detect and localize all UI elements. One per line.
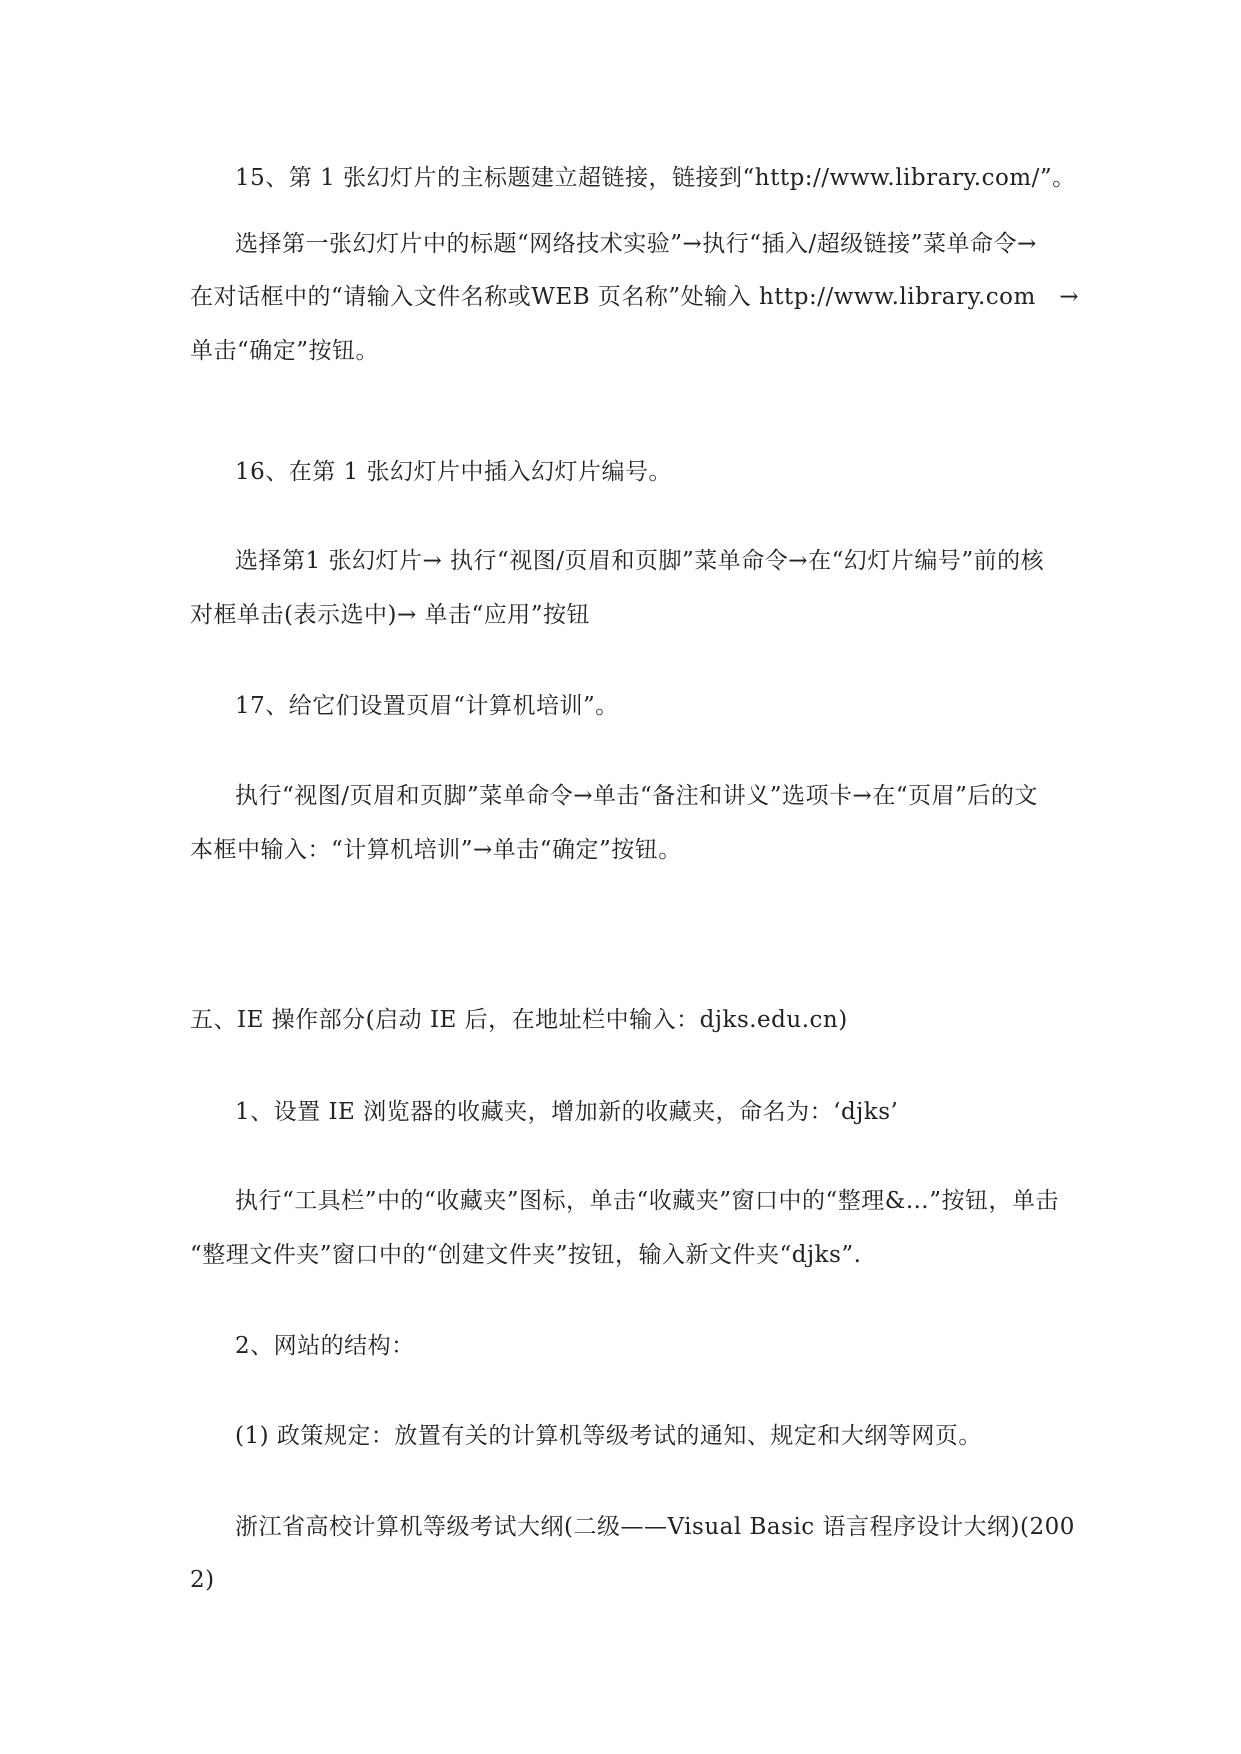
ie-item-1-heading: 1、设置 IE 浏览器的收藏夹，增加新的收藏夹，命名为：‘djks’ [235,1099,899,1125]
item-17-instruction-line-2: 本框中输入：“计算机培训”→单击“确定”按钮。 [190,837,682,863]
item-16-instruction-line-1: 选择第1 张幻灯片→ 执行“视图/页眉和页脚”菜单命令→在“幻灯片编号”前的核 [235,548,1045,574]
section-5-heading: 五、IE 操作部分(启动 IE 后，在地址栏中输入：djks.edu.cn) [190,1007,848,1033]
item-17-instruction-line-1: 执行“视图/页眉和页脚”菜单命令→单击“备注和讲义”选项卡→在“页眉”后的文 [235,783,1038,809]
ie-item-2-sub-1: (1) 政策规定：放置有关的计算机等级考试的通知、规定和大纲等网页。 [235,1423,982,1449]
ie-item-2-sub-1-detail-line-1: 浙江省高校计算机等级考试大纲(二级——Visual Basic 语言程序设计大纲)(200 [235,1514,1075,1540]
ie-item-2-heading: 2、网站的结构： [235,1333,415,1359]
ie-item-1-instruction-line-1: 执行“工具栏”中的“收藏夹”图标，单击“收藏夹”窗口中的“整理&…”按钮，单击 [235,1188,1060,1214]
ie-item-2-sub-1-detail-line-2: 2) [190,1567,215,1593]
item-16-instruction-line-2: 对框单击(表示选中)→ 单击“应用”按钮 [190,602,591,628]
item-16-heading: 16、在第 1 张幻灯片中插入幻灯片编号。 [235,459,673,485]
item-15-heading: 15、第 1 张幻灯片的主标题建立超链接，链接到“http://www.library.com/”。 [235,165,1076,191]
item-17-heading: 17、给它们设置页眉“计算机培训”。 [235,693,619,719]
item-15-instruction-line-2: 在对话框中的“请输入文件名称或WEB 页名称”处输入 http://www.library.com → [190,284,1080,310]
ie-item-1-instruction-line-2: “整理文件夹”窗口中的“创建文件夹”按钮，输入新文件夹“djks”. [190,1242,862,1268]
item-15-instruction-line-3: 单击“确定”按钮。 [190,338,380,364]
item-15-instruction-line-1: 选择第一张幻灯片中的标题“网络技术实验”→执行“插入/超级链接”菜单命令→ [235,231,1037,257]
